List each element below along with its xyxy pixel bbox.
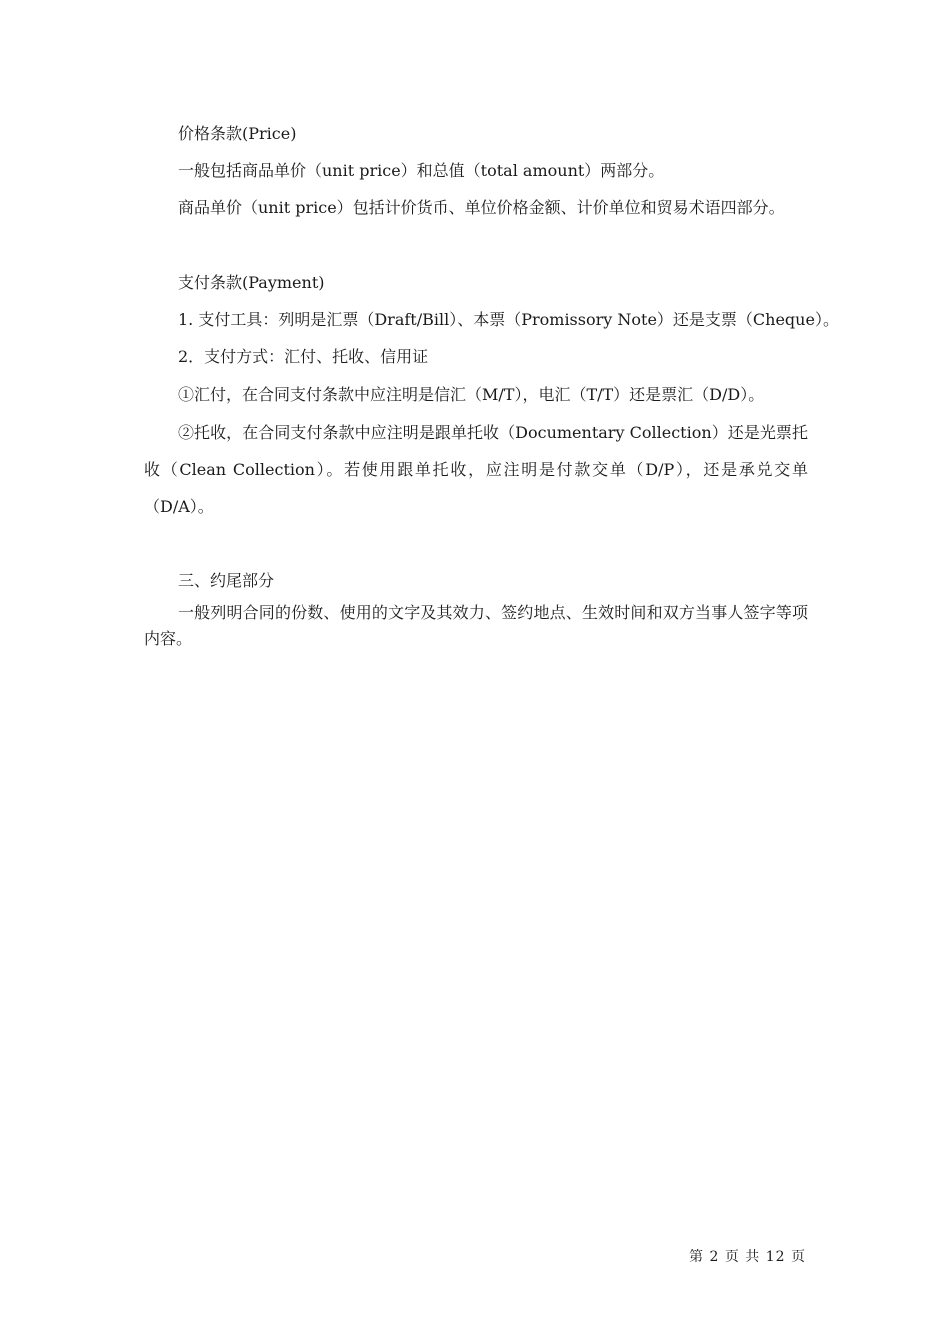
payment-heading: 支付条款(Payment) xyxy=(178,273,325,292)
ending-heading: 三、约尾部分 xyxy=(178,571,275,590)
ending-paragraph: 一般列明合同的份数、使用的文字及其效力、签约地点、生效时间和双方当事人签字等项内容。 xyxy=(144,603,808,648)
page-number-footer: 第 2 页 共 12 页 xyxy=(689,1249,806,1265)
payment-collection: ②托收，在合同支付条款中应注明是跟单托收（Documentary Collection）还是光票托收（Clean Collection）。若使用跟单托收，应注明是付款交单（D/P），还是承兑交单（D/A）。 xyxy=(144,423,808,516)
price-paragraph-2: 商品单价（unit price）包括计价货币、单位价格金额、计价单位和贸易术语四部分。 xyxy=(178,198,785,217)
price-paragraph-1: 一般包括商品单价（unit price）和总值（total amount）两部分。 xyxy=(178,161,665,180)
payment-item-2: 2．支付方式：汇付、托收、信用证 xyxy=(178,347,429,366)
payment-item-1: 1. 支付工具：列明是汇票（Draft/Bill）、本票（Promissory Note）还是支票（Cheque）。 xyxy=(178,310,839,329)
payment-remittance: ①汇付，在合同支付条款中应注明是信汇（M/T），电汇（T/T）还是票汇（D/D）。 xyxy=(178,385,765,404)
price-heading: 价格条款(Price) xyxy=(178,124,297,143)
